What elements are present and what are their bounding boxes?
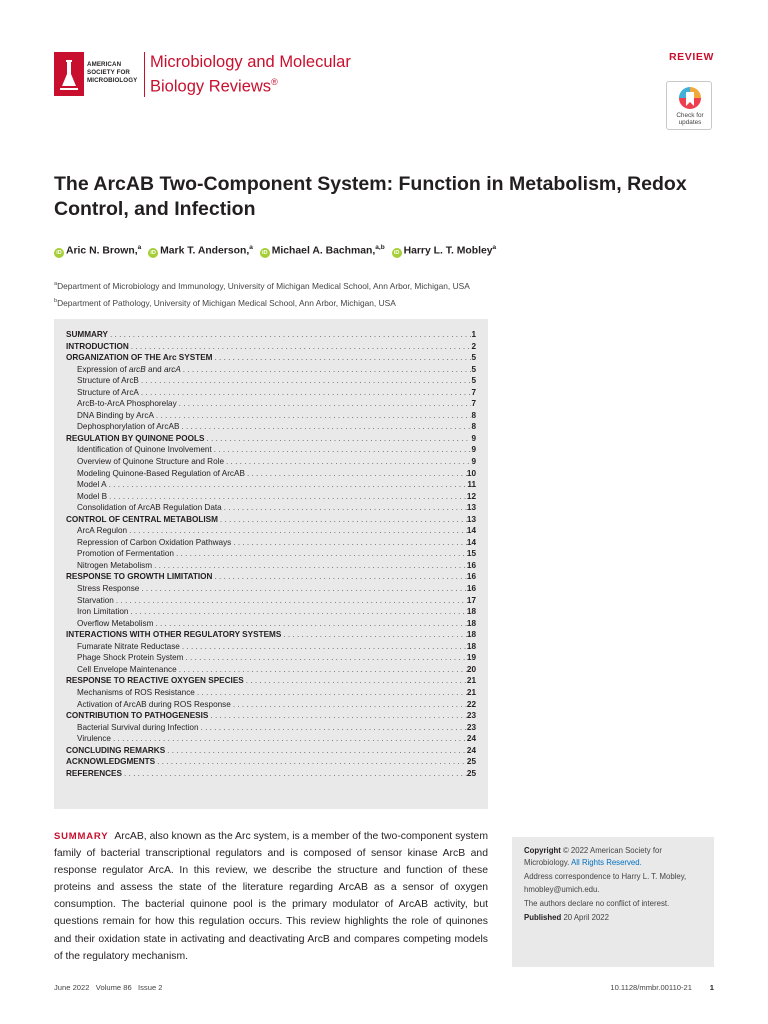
toc-entry-page: 21 bbox=[466, 676, 476, 686]
toc-entry-page: 5 bbox=[471, 353, 476, 363]
toc-leader-dots bbox=[177, 664, 467, 676]
orcid-icon[interactable]: iD bbox=[54, 248, 64, 258]
toc-entry-page: 25 bbox=[466, 757, 476, 767]
toc-entry[interactable] bbox=[66, 444, 476, 456]
page-number: 1 bbox=[709, 983, 714, 992]
toc-leader-dots bbox=[212, 571, 466, 583]
toc-leader-dots bbox=[231, 699, 467, 711]
toc-leader-dots bbox=[108, 329, 471, 341]
author[interactable]: iD Aric N. Brown,$^a$ bbox=[54, 244, 141, 258]
toc-entry-label: ArcA Regulon bbox=[77, 526, 128, 536]
toc-entry[interactable] bbox=[66, 398, 476, 410]
toc-entry-label: SUMMARY bbox=[66, 330, 108, 339]
toc-entry[interactable] bbox=[66, 641, 476, 653]
toc-leader-dots bbox=[222, 502, 467, 514]
toc-entry-label: Activation of ArcAB during ROS Response bbox=[77, 699, 231, 709]
toc-leader-dots bbox=[199, 722, 467, 734]
toc-entry-page: 7 bbox=[471, 399, 476, 409]
check-for-updates-label: Check for updates bbox=[676, 112, 704, 127]
author[interactable]: iD Mark T. Anderson,$^a$ bbox=[148, 244, 253, 258]
toc-entry[interactable] bbox=[66, 687, 476, 699]
toc-entry[interactable] bbox=[66, 341, 476, 353]
toc-entry-page: 9 bbox=[471, 457, 476, 467]
toc-entry[interactable] bbox=[66, 675, 476, 687]
toc-entry-page: 23 bbox=[466, 711, 476, 721]
toc-entry-label: INTERACTIONS WITH OTHER REGULATORY SYSTEMS bbox=[66, 630, 282, 640]
toc-entry-label: Consolidation of ArcAB Regulation Data bbox=[77, 503, 222, 513]
toc-leader-dots bbox=[127, 525, 467, 537]
toc-entry[interactable] bbox=[66, 364, 476, 376]
toc-entry-page: 11 bbox=[467, 480, 476, 490]
toc-entry-page: 7 bbox=[471, 387, 476, 397]
toc-entry-page: 25 bbox=[466, 768, 476, 778]
orcid-icon[interactable]: iD bbox=[260, 248, 270, 258]
toc-entry-label: Dephosphorylation of ArcAB bbox=[77, 422, 180, 432]
toc-leader-dots bbox=[212, 444, 472, 456]
toc-leader-dots bbox=[212, 352, 471, 364]
toc-entry-label: Mechanisms of ROS Resistance bbox=[77, 687, 195, 697]
toc-entry-label: Bacterial Survival during Infection bbox=[77, 722, 199, 732]
toc-entry-label: Starvation bbox=[77, 595, 114, 605]
toc-entry[interactable] bbox=[66, 618, 476, 630]
asm-flask-icon bbox=[54, 52, 84, 96]
orcid-icon[interactable]: iD bbox=[392, 248, 402, 258]
author[interactable]: iD Michael A. Bachman,$^{a,b}$ bbox=[260, 244, 385, 258]
toc-entry[interactable] bbox=[66, 664, 476, 676]
toc-entry[interactable] bbox=[66, 629, 476, 641]
toc-entry[interactable] bbox=[66, 537, 476, 549]
toc-leader-dots bbox=[208, 710, 467, 722]
toc-leader-dots bbox=[177, 398, 472, 410]
toc-entry-page: 8 bbox=[471, 410, 476, 420]
toc-entry-label: Fumarate Nitrate Reductase bbox=[77, 641, 180, 651]
toc-entry-label: Promotion of Fermentation bbox=[77, 549, 174, 559]
copyright-box: Copyright © 2022 American Society for Microbiology. All Rights Reserved. Address correspondence to Harry L. T. Mobley, hmobley@umich.edu. The authors declare no conflict of interest. Published 20 April 2022 bbox=[512, 837, 714, 967]
issue-info: June 2022 Volume 86 Issue 2 bbox=[54, 983, 163, 992]
toc-entry-label: REFERENCES bbox=[66, 768, 122, 778]
toc-entry-page: 16 bbox=[466, 584, 476, 594]
toc-entry-label: Structure of ArcB bbox=[77, 376, 139, 386]
toc-entry-label: RESPONSE TO REACTIVE OXYGEN SPECIES bbox=[66, 676, 244, 686]
toc-entry-page: 12 bbox=[466, 491, 476, 501]
toc-entry-label: Phage Shock Protein System bbox=[77, 653, 184, 663]
toc-entry[interactable] bbox=[66, 421, 476, 433]
toc-leader-dots bbox=[245, 468, 467, 480]
author[interactable]: iD Harry L. T. Mobley$^a$ bbox=[392, 244, 497, 258]
toc-entry-page: 18 bbox=[466, 607, 476, 617]
toc-leader-dots bbox=[184, 652, 467, 664]
toc-entry-page: 5 bbox=[471, 376, 476, 386]
toc-entry-page: 10 bbox=[466, 468, 476, 478]
journal-title[interactable]: Microbiology and Molecular Biology Reviews® bbox=[144, 52, 351, 97]
toc-entry[interactable] bbox=[66, 352, 476, 364]
toc-entry-label: CONCLUDING REMARKS bbox=[66, 745, 166, 755]
toc-entry-page: 8 bbox=[471, 422, 476, 432]
toc-leader-dots bbox=[204, 433, 471, 445]
toc-entry-page: 2 bbox=[471, 341, 476, 351]
toc-entry-page: 21 bbox=[466, 687, 476, 697]
toc-leader-dots bbox=[179, 421, 471, 433]
toc-leader-dots bbox=[128, 606, 466, 618]
journal-header bbox=[54, 50, 714, 110]
toc-entry-page: 20 bbox=[466, 664, 476, 674]
toc-entry-label: Model A bbox=[77, 480, 107, 490]
affiliations bbox=[54, 277, 470, 311]
toc-entry-page: 18 bbox=[466, 641, 476, 651]
toc-entry-page: 16 bbox=[466, 572, 476, 582]
toc-entry-label: Expression of arcB and arcA bbox=[77, 364, 181, 374]
toc-entry[interactable] bbox=[66, 410, 476, 422]
toc-entry-label: ORGANIZATION OF THE Arc SYSTEM bbox=[66, 353, 213, 363]
toc-entry-page: 24 bbox=[466, 745, 476, 755]
toc-entry-label: Repression of Carbon Oxidation Pathways bbox=[77, 537, 232, 547]
toc-entry-page: 17 bbox=[466, 595, 476, 605]
toc-leader-dots bbox=[122, 768, 467, 780]
toc-entry[interactable] bbox=[66, 329, 476, 341]
toc-entry-label: ArcB-to-ArcA Phosphorelay bbox=[77, 399, 177, 409]
toc-leader-dots bbox=[152, 560, 467, 572]
summary-heading: SUMMARY bbox=[54, 831, 109, 842]
crossmark-icon bbox=[678, 86, 702, 112]
toc-entry[interactable] bbox=[66, 595, 476, 607]
affiliation: $^a$Department of Microbiology and Immunology, University of Michigan Medical School, Ann Arbor, Michigan, USA bbox=[54, 280, 470, 291]
toc-leader-dots bbox=[218, 514, 467, 526]
toc-entry[interactable] bbox=[66, 560, 476, 572]
toc-entry-page: 16 bbox=[466, 560, 476, 570]
toc-leader-dots bbox=[231, 537, 467, 549]
toc-entry-page: 19 bbox=[466, 653, 476, 663]
toc-entry-page: 22 bbox=[466, 699, 476, 709]
toc-entry-label: Model B bbox=[77, 491, 108, 501]
toc-leader-dots bbox=[139, 375, 472, 387]
published-date: Published 20 April 2022 bbox=[524, 913, 609, 923]
toc-leader-dots bbox=[139, 583, 467, 595]
toc-leader-dots bbox=[224, 456, 471, 468]
toc-entry-label: CONTROL OF CENTRAL METABOLISM bbox=[66, 514, 218, 524]
toc-leader-dots bbox=[154, 410, 472, 422]
toc-entry[interactable] bbox=[66, 768, 476, 780]
toc-entry-page: 5 bbox=[471, 364, 476, 374]
toc-entry-label: Cell Envelope Maintenance bbox=[77, 664, 177, 674]
toc-leader-dots bbox=[129, 341, 472, 353]
toc-entry[interactable] bbox=[66, 502, 476, 514]
toc-entry[interactable] bbox=[66, 456, 476, 468]
orcid-icon[interactable]: iD bbox=[148, 248, 158, 258]
toc-leader-dots bbox=[180, 641, 467, 653]
toc-entry[interactable] bbox=[66, 525, 476, 537]
toc-entry[interactable] bbox=[66, 548, 476, 560]
article-title: The ArcAB Two-Component System: Function in Metabolism, Redox Control, and Infection bbox=[54, 173, 687, 220]
toc-entry-page: 13 bbox=[466, 503, 476, 513]
toc-entry-label: ACKNOWLEDGMENTS bbox=[66, 757, 156, 767]
toc-entry[interactable] bbox=[66, 652, 476, 664]
toc-entry-label: RESPONSE TO GROWTH LIMITATION bbox=[66, 572, 213, 582]
toc-leader-dots bbox=[107, 479, 468, 491]
toc-entry[interactable] bbox=[66, 387, 476, 399]
toc-entry-page: 18 bbox=[466, 618, 476, 628]
toc-leader-dots bbox=[155, 756, 467, 768]
toc-entry-label: Structure of ArcA bbox=[77, 387, 139, 397]
page-footer bbox=[54, 983, 714, 995]
toc-entry-page: 1 bbox=[471, 330, 476, 339]
summary-text: ArcAB, also known as the Arc system, is a member of the two-component system family of bacterial transcriptional regulators and is composed of sensor kinase ArcB and response regulator ArcA. In this review, we describe the structure and function of these proteins and assess the state of the literature regarding ArcAB as a sensor of oxygen consumption. The bacterial quinone pool is the primary modulator of ArcAB activity, but questions remain for how this regulation occurs. This review highlights the role of quinones and their oxidation state in activating and deactivating ArcB and compares competing models of the regulatory mechanism. bbox=[54, 831, 488, 962]
toc-entry-label: REGULATION BY QUINONE POOLS bbox=[66, 433, 205, 443]
toc-entry-label: Iron Limitation bbox=[77, 607, 129, 617]
toc-entry[interactable] bbox=[66, 733, 476, 745]
toc-entry[interactable] bbox=[66, 699, 476, 711]
toc-entry-label: DNA Binding by ArcA bbox=[77, 410, 154, 420]
toc-entry-page: 14 bbox=[466, 526, 476, 536]
table-of-contents bbox=[54, 319, 488, 809]
toc-entry[interactable] bbox=[66, 514, 476, 526]
doi-link[interactable]: 10.1128/mmbr.00110-21 bbox=[610, 983, 692, 992]
toc-entry-label: Overflow Metabolism bbox=[77, 618, 154, 628]
toc-entry-page: 9 bbox=[471, 445, 476, 455]
toc-leader-dots bbox=[195, 687, 467, 699]
toc-leader-dots bbox=[181, 364, 472, 376]
toc-entry-page: 13 bbox=[466, 514, 476, 524]
toc-entry-page: 23 bbox=[466, 722, 476, 732]
check-for-updates-button[interactable] bbox=[666, 81, 712, 130]
affiliation: $^b$Department of Pathology, University of Michigan Medical School, Ann Arbor, Michigan, USA bbox=[54, 297, 396, 308]
toc-entry-page: 14 bbox=[466, 537, 476, 547]
toc-entry-page: 24 bbox=[466, 734, 476, 744]
article-type-label: REVIEW bbox=[668, 51, 714, 63]
asm-society-name: AMERICAN SOCIETY FOR MICROBIOLOGY bbox=[87, 61, 138, 84]
toc-entry-label: Identification of Quinone Involvement bbox=[77, 445, 212, 455]
rights-link[interactable]: All Rights Reserved. bbox=[571, 858, 642, 868]
toc-entry[interactable] bbox=[66, 375, 476, 387]
toc-leader-dots bbox=[107, 491, 467, 503]
toc-leader-dots bbox=[174, 548, 467, 560]
toc-entry[interactable] bbox=[66, 606, 476, 618]
toc-entry-page: 9 bbox=[471, 433, 476, 443]
toc-entry[interactable] bbox=[66, 710, 476, 722]
toc-leader-dots bbox=[244, 675, 467, 687]
toc-leader-dots bbox=[281, 629, 467, 641]
toc-leader-dots bbox=[111, 733, 467, 745]
toc-entry[interactable] bbox=[66, 433, 476, 445]
toc-entry-page: 15 bbox=[466, 549, 476, 559]
toc-leader-dots bbox=[153, 618, 466, 630]
toc-entry[interactable] bbox=[66, 571, 476, 583]
toc-entry[interactable] bbox=[66, 756, 476, 768]
toc-entry[interactable] bbox=[66, 491, 476, 503]
toc-leader-dots bbox=[114, 595, 467, 607]
toc-leader-dots bbox=[139, 387, 472, 399]
summary-abstract bbox=[54, 828, 488, 965]
toc-entry[interactable] bbox=[66, 479, 476, 491]
correspondence: Address correspondence to Harry L. T. Mobley, hmobley@umich.edu. bbox=[524, 872, 687, 894]
conflict-statement: The authors declare no conflict of interest. bbox=[524, 898, 670, 908]
toc-entry-label: Nitrogen Metabolism bbox=[77, 560, 153, 570]
toc-entry[interactable] bbox=[66, 468, 476, 480]
author-list bbox=[54, 244, 714, 258]
toc-entry-label: Overview of Quinone Structure and Role bbox=[77, 457, 224, 467]
toc-entry[interactable] bbox=[66, 745, 476, 757]
toc-entry-page: 18 bbox=[466, 630, 476, 640]
toc-entry[interactable] bbox=[66, 583, 476, 595]
toc-entry-label: Modeling Quinone-Based Regulation of ArcAB bbox=[77, 468, 245, 478]
toc-entry-label: CONTRIBUTION TO PATHOGENESIS bbox=[66, 711, 209, 721]
toc-entry-label: Stress Response bbox=[77, 584, 140, 594]
toc-entry-label: Virulence bbox=[77, 734, 111, 744]
toc-entry[interactable] bbox=[66, 722, 476, 734]
toc-entry-label: INTRODUCTION bbox=[66, 341, 129, 351]
toc-leader-dots bbox=[165, 745, 467, 757]
